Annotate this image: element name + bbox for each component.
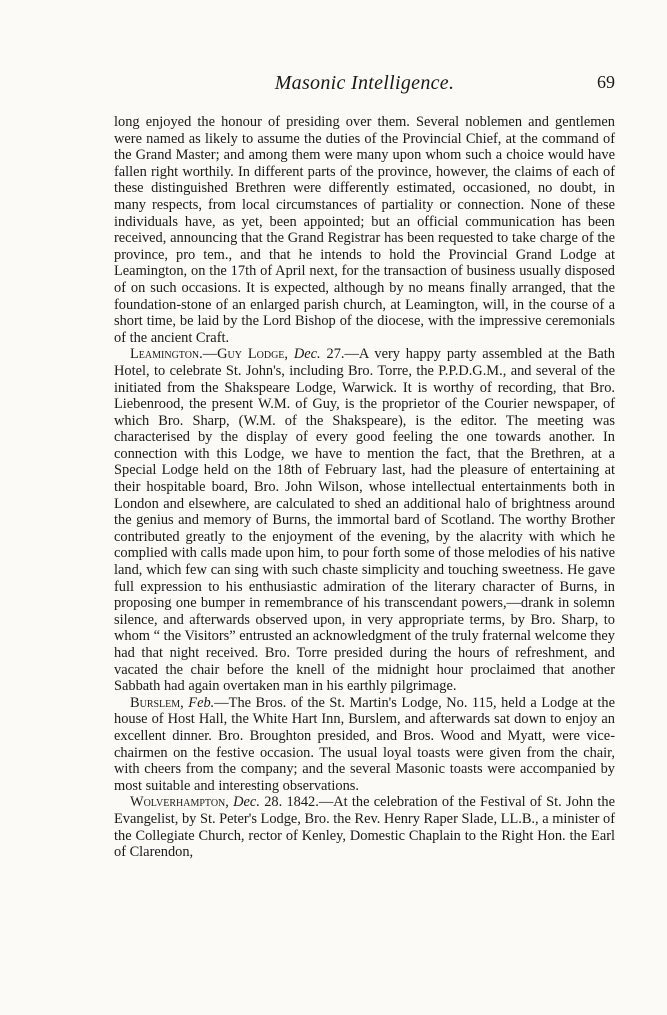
paragraph-lead: Wolverhampton, [130, 794, 229, 811]
paragraph-leamington [114, 346, 615, 694]
paragraph-lead: Leamington.—Guy Lodge, [130, 346, 289, 363]
page-number: 69 [597, 72, 615, 92]
running-head: Masonic Intelligence. [274, 72, 455, 94]
paragraph-date: Feb. [188, 694, 215, 711]
paragraph-lead: Burslem, [130, 694, 184, 711]
paragraph-text: long enjoyed the honour of presiding over them. Several noblemen and gentlemen were named as likely to assume the duties of the Provincial Chief, at the command of the Grand Master; and among them were many upon whom such a choice would have fallen right worthily. In different parts of the province, however, the claims of each of these distinguished Brethren were differently estimated, occasioned, no doubt, in many respects, from local circumstances of partiality or connection. None of these individuals have, as yet, been appointed; but an official communication has been received, announcing that the Grand Registrar has been requested to take charge of the province, pro tem., and that he intends to hold the Provincial Grand Lodge at Leamington, on the 17th of April next, for the transaction of business usually disposed of on such occasions. It is expected, although by no means finally arranged, that the foundation-stone of an enlarged parish church, at Leamington, will, in the course of a short time, be laid by the Lord Bishop of the diocese, with the impressive ceremonials of the ancient Craft. [114, 114, 615, 346]
paragraph-text: 27.—A very happy party assembled at the Bath Hotel, to celebrate St. John's, including Bro. Torre, the P.P.D.G.M., and several of the initiated from the Shakspeare Lodge, Warwick. It is worthy of recording, that Bro. Liebenrood, the present W.M. of Guy, is the proprietor of the Courier newspaper, of which Bro. Sharp, (W.M. of the Shakspeare), is the editor. The meeting was characterised by the display of every good feeling the one towards another. In connection with this Lodge, we have to mention the fact, that the Brethren, at a Special Lodge held on the 18th of February last, had the pleasure of entertaining at their hospitable board, Bro. John Wilson, whose intellectual entertainments both in London and elsewhere, are calculated to shed an additional halo of brightness around the genius and memory of Burns, the immortal bard of Scotland. The worthy Brother contributed greatly to the enjoyment of the evening, by the alacrity with which he complied with calls made upon him, to pour forth some of those melodies of his native land, which few can sing with such chaste simplicity and touching sweetness. He gave full expression to his enthusiastic admiration of the literary character of Burns, in proposing one bumper in remembrance of his transcendant powers,—drank in solemn silence, and afterwards observed upon, in very appropriate terms, by Bro. Sharp, to whom “ the Visitors” entrusted an acknowledgment of the truly fraternal welcome they had that night received. Bro. Torre presided during the hours of refreshment, and vacated the chair before the knell of the midnight hour proclaimed that another Sabbath had again overtaken man in his earthly pilgrimage. [114, 346, 615, 695]
paragraph-burslem [114, 695, 615, 795]
paragraph-date: Dec. [293, 346, 321, 363]
paragraph-text: —The Bros. of the St. Martin's Lodge, No. 115, held a Lodge at the house of Host Hall, the White Hart Inn, Burslem, and afterwards sat down to enjoy an excellent dinner. Bro. Broughton presided, and Bros. Wood and Myatt, were vice-chairmen on the festive occasion. The usual loyal toasts were given from the chair, with cheers from the company; and the several Masonic toasts were accompanied by most suitable and interesting observations. [114, 694, 615, 794]
paragraph-provincial-grand-lodge [114, 114, 615, 346]
paragraph-text: 28. 1842.—At the celebration of the Festival of St. John the Evangelist, by St. Peter's Lodge, Bro. the Rev. Henry Raper Slade, LL.B., a minister of the Collegiate Church, rector of Kenley, Domestic Chaplain to the Right Hon. the Earl of Clarendon, [114, 794, 615, 861]
paragraph-wolverhampton [114, 794, 615, 860]
paragraph-date: Dec. [233, 794, 260, 811]
page-header [114, 72, 615, 100]
body-text [114, 114, 615, 861]
